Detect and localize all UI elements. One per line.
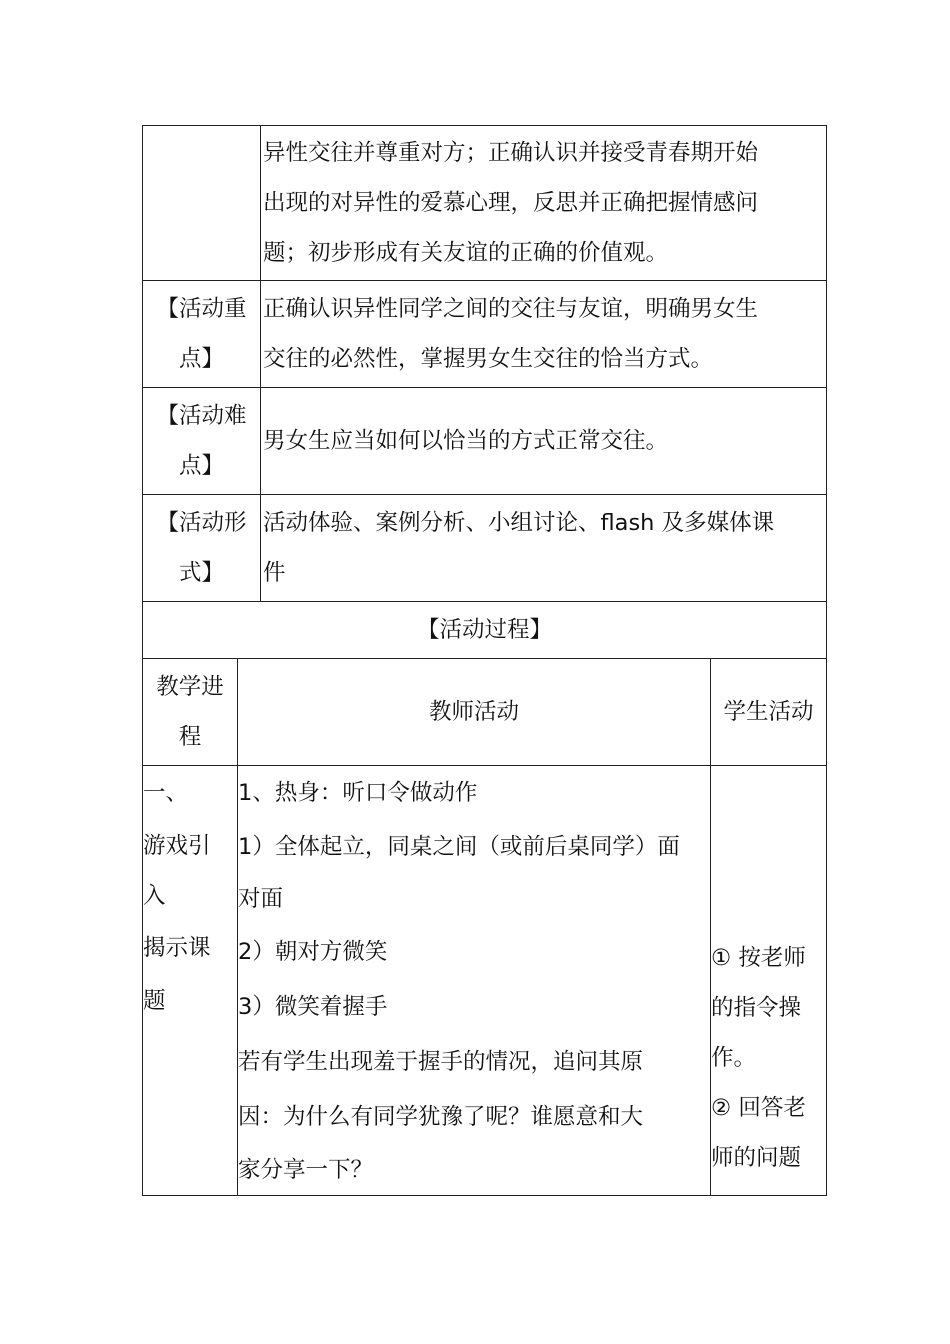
key-point-text: 正确认识异性同学之间的交往与友谊，明确男女生 交往的必然性，掌握男女生交往的恰当方式。 bbox=[261, 281, 827, 388]
difficulty-text: 男女生应当如何以恰当的方式正常交往。 bbox=[261, 388, 827, 495]
student-activity-header: 学生活动 bbox=[711, 659, 827, 766]
process-table bbox=[142, 658, 827, 1196]
key-point-label: 【活动重 点】 bbox=[143, 281, 261, 388]
goal-text-cell bbox=[261, 126, 827, 281]
difficulty-label: 【活动难 点】 bbox=[143, 388, 261, 495]
goal-line-2: 出现的对异性的爱慕心理，反思并正确把握情感问 bbox=[263, 190, 759, 216]
format-row bbox=[143, 495, 827, 602]
teacher-activity-header: 教师活动 bbox=[238, 659, 711, 766]
format-label: 【活动形 式】 bbox=[143, 495, 261, 602]
stage-1-teacher-cell: 1、热身：听口令做动作 1）全体起立，同桌之间（或前后桌同学）面 对面 2）朝对方微笑 3）微笑着握手 若有学生出现羞于握手的情况，追问其原 因：为什么有同学犹豫了呢？谁愿意和大 家分享一下？ bbox=[238, 766, 711, 1196]
stage-1-cell: 一、 游戏引 入 揭示课 题 bbox=[143, 766, 238, 1196]
goal-continuation-row bbox=[143, 126, 827, 281]
empty-label-cell bbox=[143, 126, 261, 281]
goal-line-1: 异性交往并尊重对方；正确认识并接受青春期开始 bbox=[263, 140, 759, 166]
goal-line-3: 题；初步形成有关友谊的正确的价值观。 bbox=[263, 240, 669, 266]
key-point-row bbox=[143, 281, 827, 388]
process-title: 【活动过程】 bbox=[143, 602, 827, 659]
process-title-row bbox=[143, 602, 827, 659]
stage-1-student-cell: ① 按老师 的指令操 作。 ② 回答老 师的问题 bbox=[711, 766, 827, 1196]
process-header-row bbox=[143, 659, 827, 766]
activity-info-table bbox=[142, 125, 827, 659]
stage-1-row bbox=[143, 766, 827, 1196]
stage-header: 教学进 程 bbox=[143, 659, 238, 766]
format-text: 活动体验、案例分析、小组讨论、flash 及多媒体课 件 bbox=[261, 495, 827, 602]
difficulty-row bbox=[143, 388, 827, 495]
